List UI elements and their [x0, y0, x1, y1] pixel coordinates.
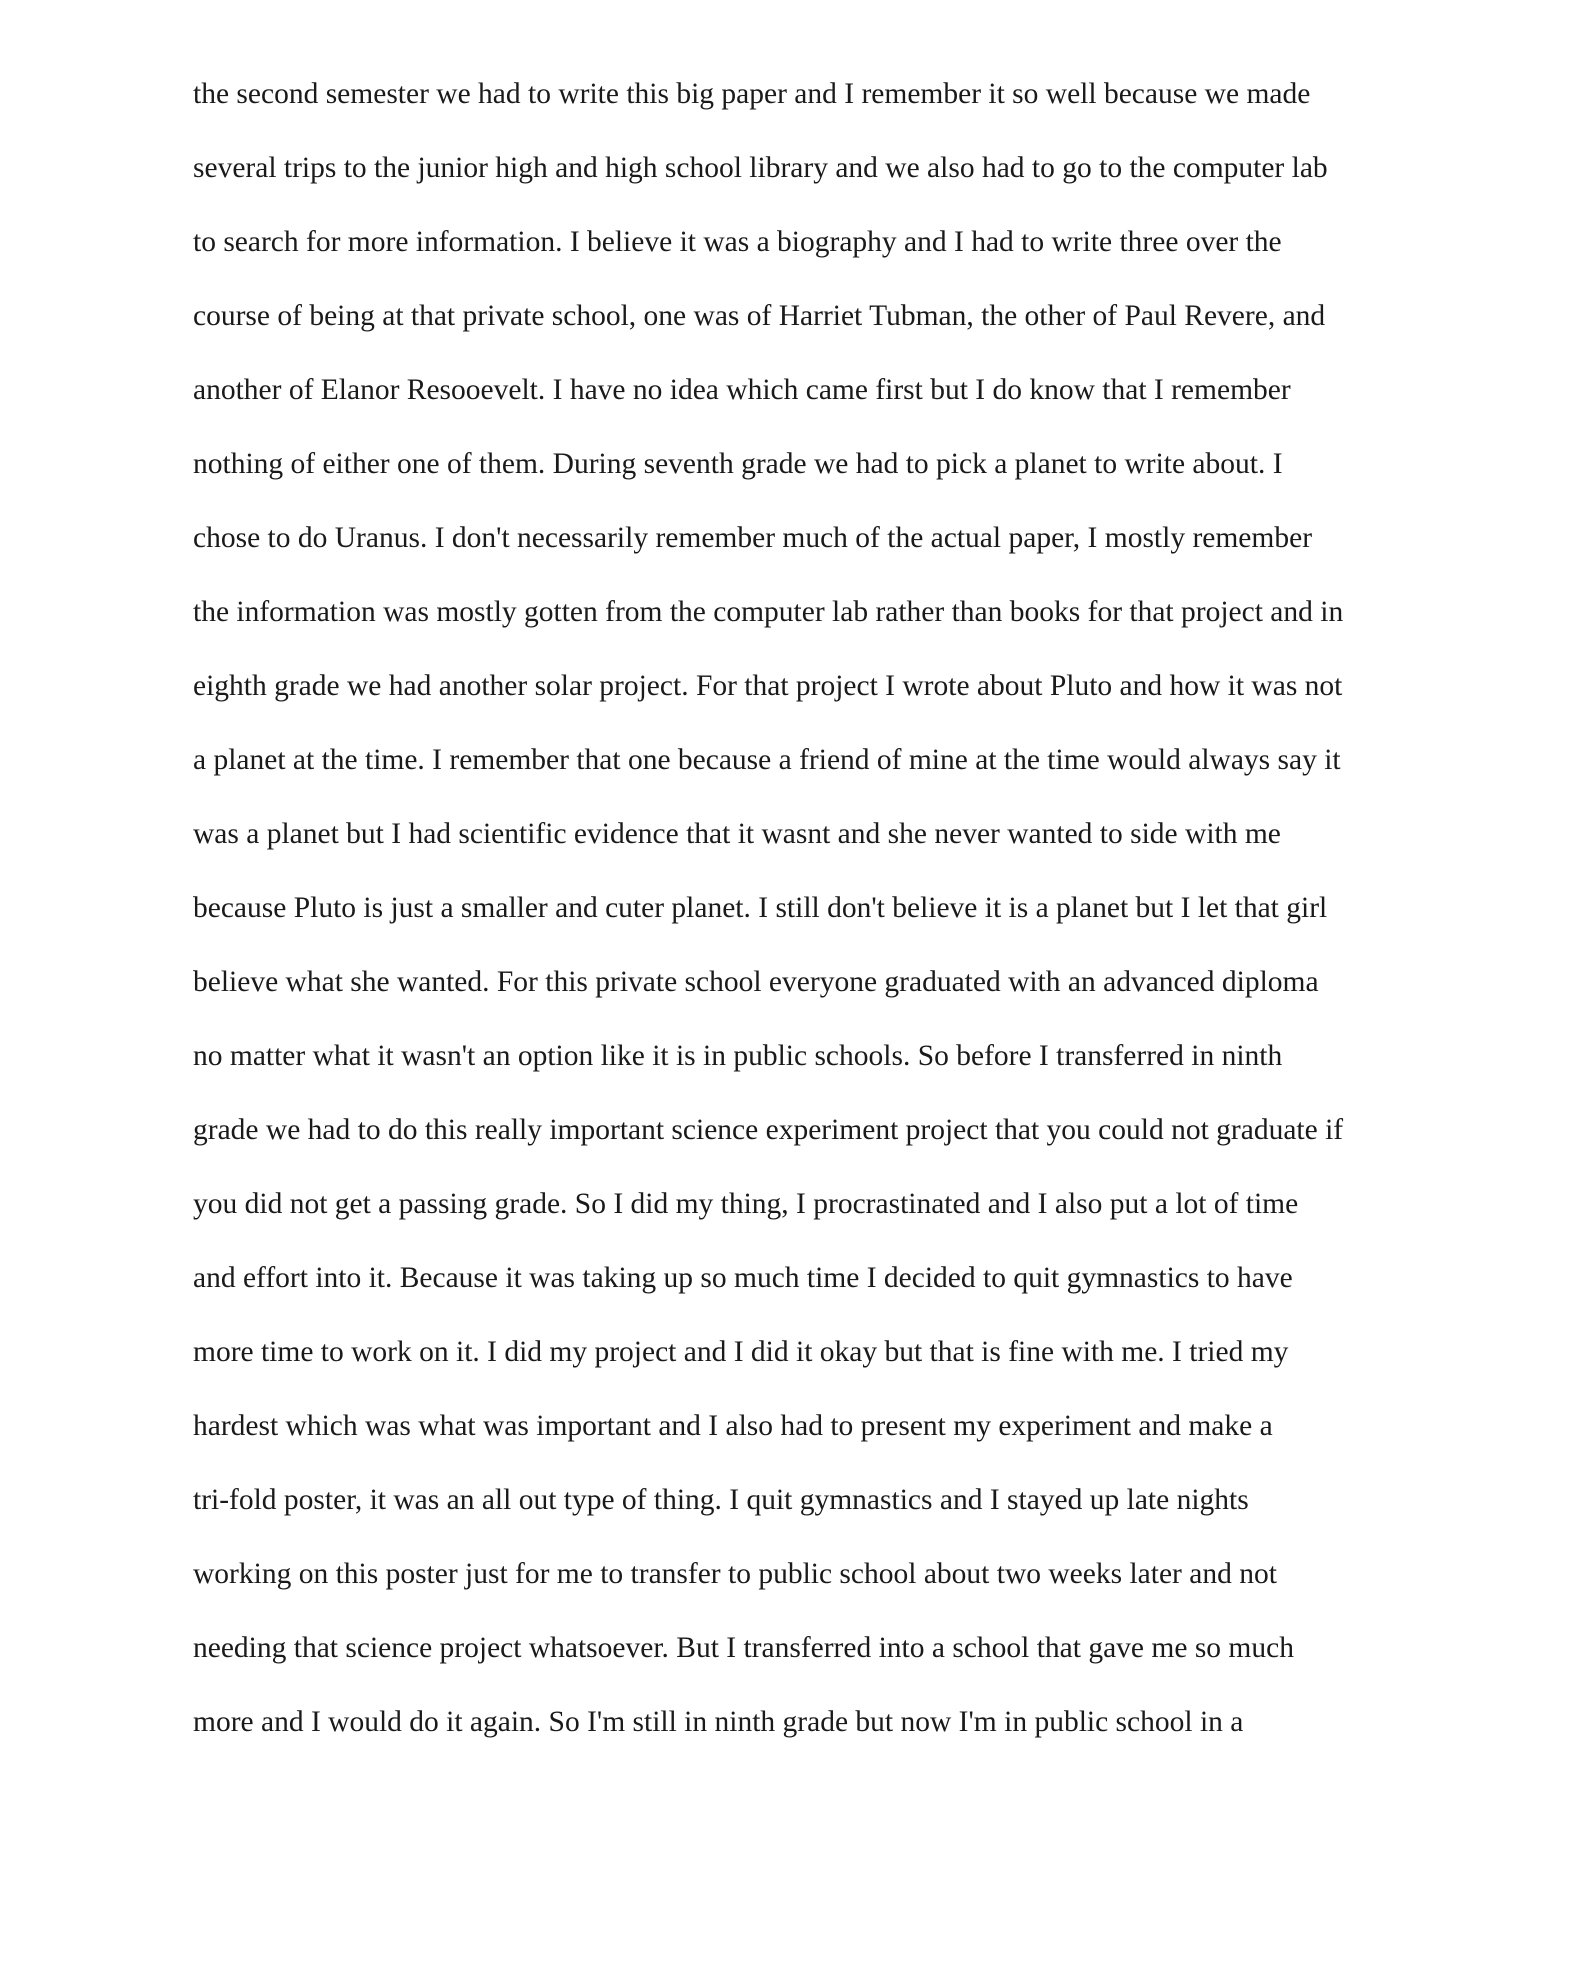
text-line: hardest which was what was important and I also had to present my experiment and make a	[193, 1410, 1273, 1442]
text-line: more and I would do it again. So I'm still in ninth grade but now I'm in public school in a	[193, 1706, 1244, 1738]
text-line: another of Elanor Resooevelt. I have no idea which came first but I do know that I remember	[193, 374, 1291, 406]
text-line: a planet at the time. I remember that one because a friend of mine at the time would always say it	[193, 744, 1341, 776]
text-line: tri-fold poster, it was an all out type of thing. I quit gymnastics and I stayed up late nights	[193, 1484, 1249, 1516]
text-line: you did not get a passing grade. So I did my thing, I procrastinated and I also put a lot of time	[193, 1188, 1299, 1220]
text-line: was a planet but I had scientific evidence that it wasnt and she never wanted to side with me	[193, 818, 1281, 850]
text-line: the second semester we had to write this big paper and I remember it so well because we made	[193, 78, 1311, 110]
body-text	[193, 68, 1493, 1770]
text-line: no matter what it wasn't an option like it is in public schools. So before I transferred in ninth	[193, 1040, 1283, 1072]
text-line: chose to do Uranus. I don't necessarily remember much of the actual paper, I mostly remember	[193, 522, 1313, 554]
text-line: nothing of either one of them. During seventh grade we had to pick a planet to write about. I	[193, 448, 1283, 480]
text-line: believe what she wanted. For this private school everyone graduated with an advanced diploma	[193, 966, 1319, 998]
text-line: course of being at that private school, one was of Harriet Tubman, the other of Paul Revere, and	[193, 300, 1326, 332]
text-line: and effort into it. Because it was taking up so much time I decided to quit gymnastics to have	[193, 1262, 1293, 1294]
text-line: to search for more information. I believe it was a biography and I had to write three over the	[193, 226, 1282, 258]
text-line: because Pluto is just a smaller and cuter planet. I still don't believe it is a planet but I let that girl	[193, 892, 1328, 924]
text-line: several trips to the junior high and high school library and we also had to go to the computer lab	[193, 152, 1328, 184]
text-line: eighth grade we had another solar project. For that project I wrote about Pluto and how it was not	[193, 670, 1343, 702]
text-line: the information was mostly gotten from the computer lab rather than books for that project and in	[193, 596, 1344, 628]
text-line: working on this poster just for me to transfer to public school about two weeks later and not	[193, 1558, 1277, 1590]
text-line: needing that science project whatsoever. But I transferred into a school that gave me so much	[193, 1632, 1294, 1664]
text-line: grade we had to do this really important science experiment project that you could not graduate if	[193, 1114, 1344, 1146]
text-line: more time to work on it. I did my project and I did it okay but that is fine with me. I tried my	[193, 1336, 1289, 1368]
